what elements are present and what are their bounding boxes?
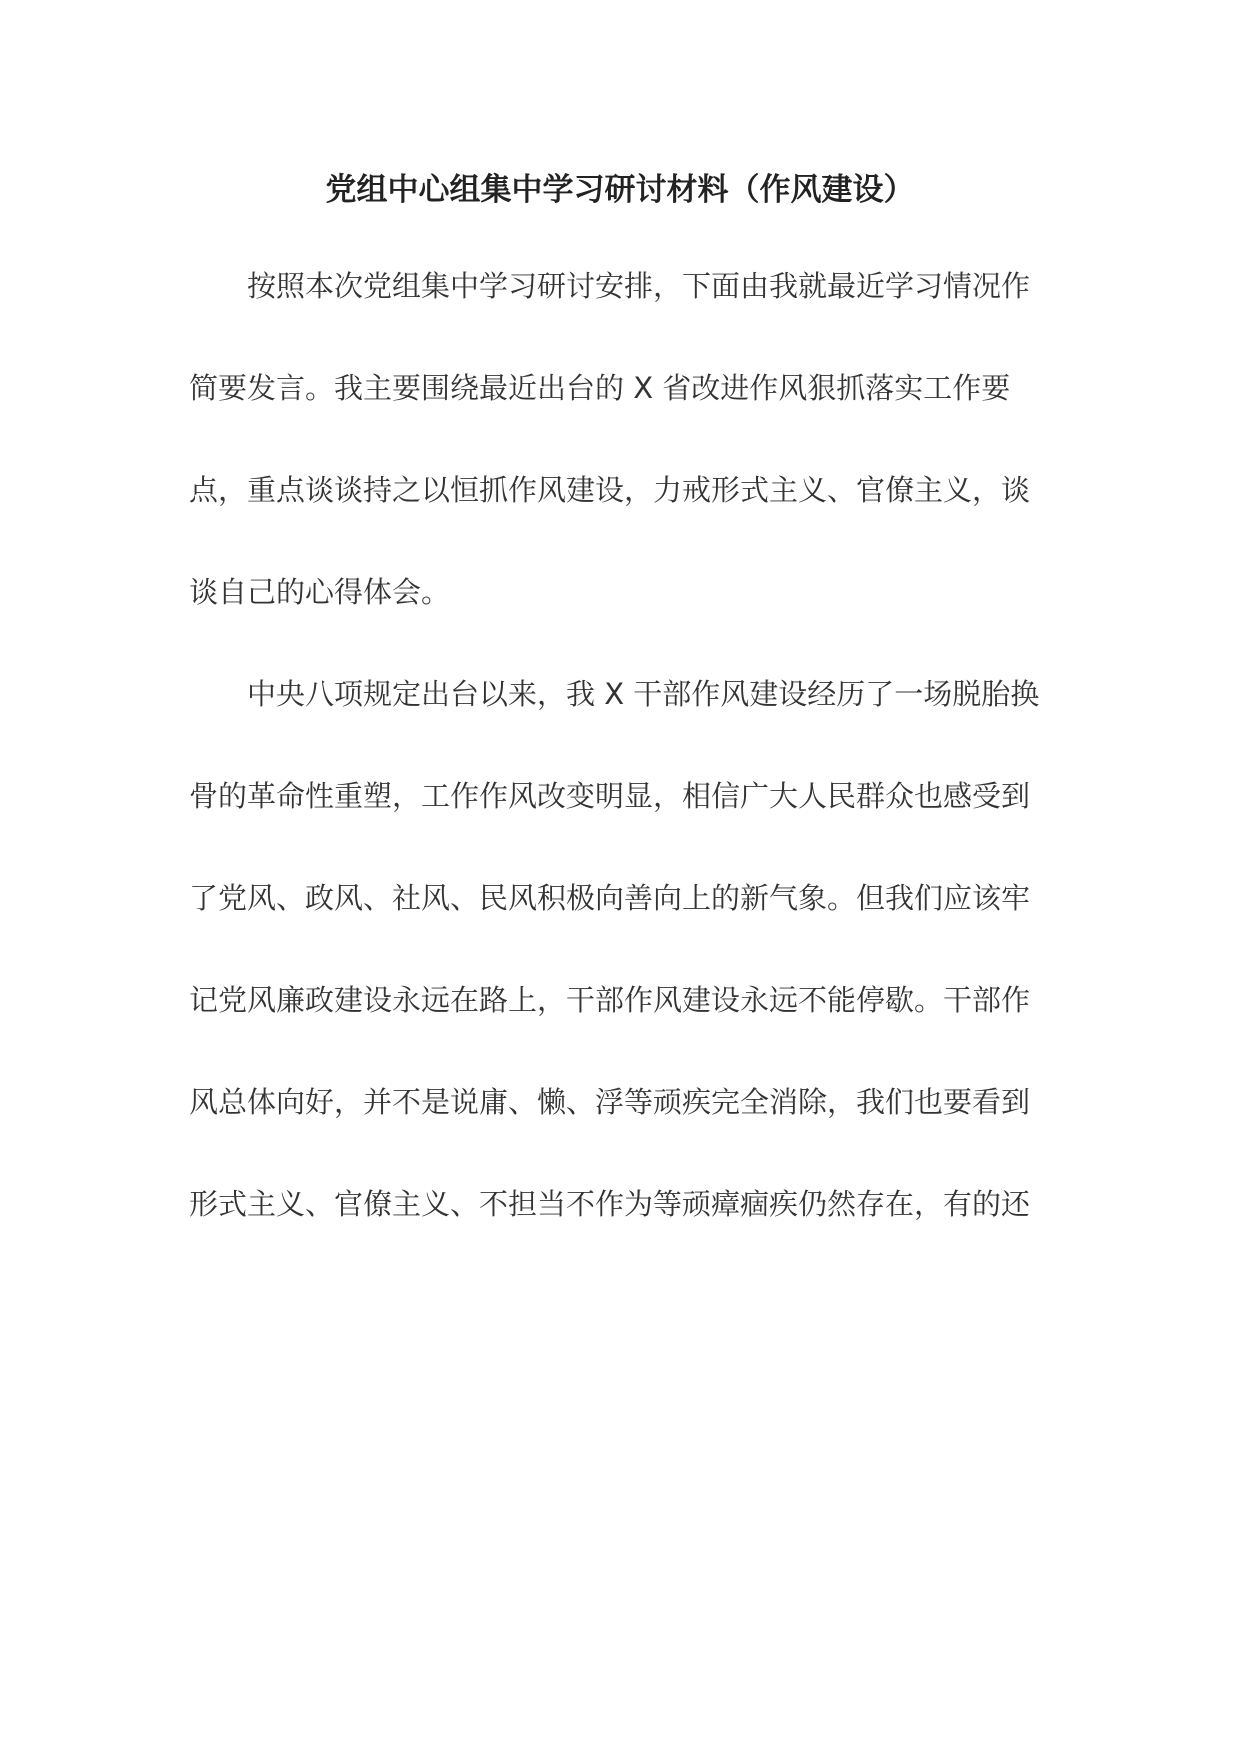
paragraph-1-line-3: 点，重点谈谈持之以恒抓作风建设，力戒形式主义、官僚主义，谈 <box>189 473 1031 507</box>
paragraph-2-line-5: 风总体向好，并不是说庸、懒、浮等顽疾完全消除，我们也要看到 <box>189 1085 1031 1119</box>
paragraph-1-line-1: 按照本次党组集中学习研讨安排，下面由我就最近学习情况作 <box>247 269 1031 303</box>
paragraph-2-line-2: 骨的革命性重塑，工作作风改变明显，相信广大人民群众也感受到 <box>189 779 1031 813</box>
paragraph-2-line-6: 形式主义、官僚主义、不担当不作为等顽瘴痼疾仍然存在，有的还 <box>189 1187 1031 1221</box>
paragraph-2-line-3: 了党风、政风、社风、民风积极向善向上的新气象。但我们应该牢 <box>189 881 1031 915</box>
paragraph-2-line-4: 记党风廉政建设永远在路上，干部作风建设永远不能停歇。干部作 <box>189 983 1031 1017</box>
paragraph-2-line-1: 中央八项规定出台以来，我 X 干部作风建设经历了一场脱胎换 <box>247 677 1040 711</box>
document-title: 党组中心组集中学习研讨材料（作风建设） <box>325 172 915 208</box>
paragraph-1-line-2: 简要发言。我主要围绕最近出台的 X 省改进作风狠抓落实工作要 <box>189 371 1011 405</box>
paragraph-1-line-4: 谈自己的心得体会。 <box>189 575 451 609</box>
